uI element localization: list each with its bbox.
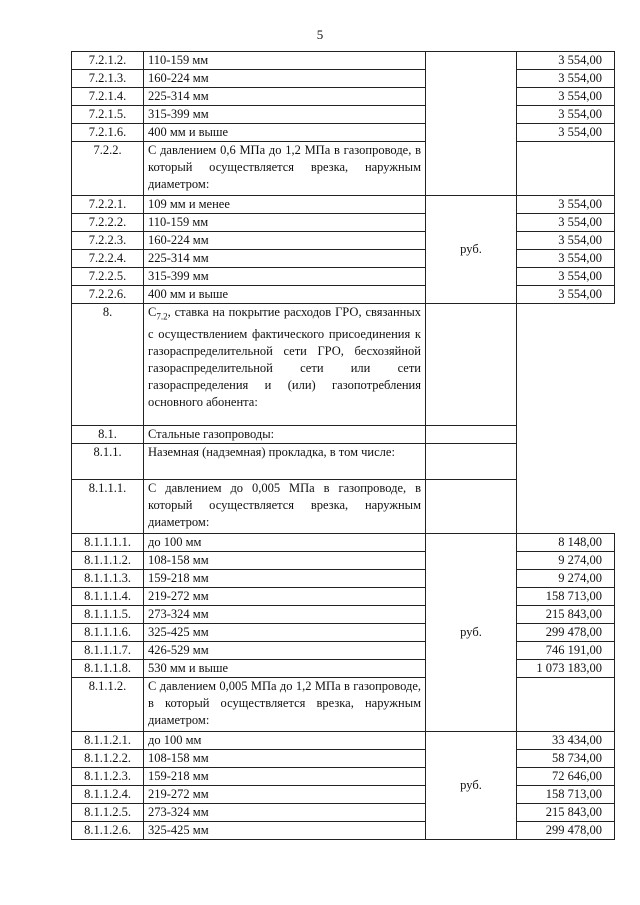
row-code: 8.1.1.2.3. — [72, 768, 144, 786]
row-description: 159-218 мм — [144, 768, 426, 786]
row-price: 3 554,00 — [517, 250, 615, 268]
row-description: 219-272 мм — [144, 786, 426, 804]
row-price: 215 843,00 — [517, 606, 615, 624]
row-price: 1 073 183,00 — [517, 660, 615, 678]
table-row — [72, 732, 615, 750]
table-row — [72, 142, 615, 196]
row-price: 299 478,00 — [517, 822, 615, 840]
table-row — [72, 286, 615, 304]
table-row — [72, 304, 615, 426]
row-code: 8.1.1.1.1. — [72, 534, 144, 552]
row-price: 33 434,00 — [517, 732, 615, 750]
row-code: 7.2.1.4. — [72, 88, 144, 106]
table-row — [72, 52, 615, 70]
table-row — [72, 250, 615, 268]
row-price: 158 713,00 — [517, 786, 615, 804]
row-price — [426, 480, 517, 534]
row-description: Стальные газопроводы: — [144, 426, 426, 444]
row-price: 3 554,00 — [517, 124, 615, 142]
row-price: 9 274,00 — [517, 552, 615, 570]
row-code: 7.2.2. — [72, 142, 144, 196]
row-description: 225-314 мм — [144, 88, 426, 106]
table-row — [72, 232, 615, 250]
row-description: 110-159 мм — [144, 214, 426, 232]
row-code: 8.1.1.2.2. — [72, 750, 144, 768]
row-code: 7.2.2.2. — [72, 214, 144, 232]
row-price: 3 554,00 — [517, 106, 615, 124]
row-price: 3 554,00 — [517, 70, 615, 88]
row-price — [426, 304, 517, 426]
table-row — [72, 106, 615, 124]
row-description: 273-324 мм — [144, 606, 426, 624]
row-description: 325-425 мм — [144, 624, 426, 642]
row-description: 530 мм и выше — [144, 660, 426, 678]
table-row — [72, 588, 615, 606]
row-description: С давлением 0,005 МПа до 1,2 МПа в газопроводе, в который осуществляется врезка, наружным диаметром: — [144, 678, 426, 732]
row-description: 108-158 мм — [144, 552, 426, 570]
row-price: 215 843,00 — [517, 804, 615, 822]
row-code: 8.1.1. — [72, 444, 144, 480]
table-row — [72, 804, 615, 822]
row-description: 400 мм и выше — [144, 124, 426, 142]
unit-cell: руб. — [426, 534, 517, 732]
unit-cell: руб. — [426, 732, 517, 840]
table-row — [72, 534, 615, 552]
row-description: 273-324 мм — [144, 804, 426, 822]
row-price — [517, 142, 615, 196]
row-price: 3 554,00 — [517, 88, 615, 106]
row-description: 315-399 мм — [144, 106, 426, 124]
row-description: 219-272 мм — [144, 588, 426, 606]
table-row — [72, 768, 615, 786]
row-description: 159-218 мм — [144, 570, 426, 588]
row-description: 325-425 мм — [144, 822, 426, 840]
row-price: 3 554,00 — [517, 268, 615, 286]
row-price: 3 554,00 — [517, 232, 615, 250]
row-price: 3 554,00 — [517, 196, 615, 214]
row-price: 299 478,00 — [517, 624, 615, 642]
row-code: 8.1.1.1.3. — [72, 570, 144, 588]
row-price: 3 554,00 — [517, 52, 615, 70]
row-price — [517, 678, 615, 732]
row-code: 7.2.2.3. — [72, 232, 144, 250]
row-price: 9 274,00 — [517, 570, 615, 588]
row-price — [426, 444, 517, 480]
table-row — [72, 750, 615, 768]
table-row — [72, 570, 615, 588]
table-row — [72, 88, 615, 106]
row-code: 8.1.1.2.1. — [72, 732, 144, 750]
row-description: 400 мм и выше — [144, 286, 426, 304]
row-code: 8.1.1.2. — [72, 678, 144, 732]
row-description: 109 мм и менее — [144, 196, 426, 214]
row-price: 3 554,00 — [517, 214, 615, 232]
table-row — [72, 444, 615, 480]
table-row — [72, 70, 615, 88]
row-code: 7.2.1.3. — [72, 70, 144, 88]
unit-cell — [426, 52, 517, 196]
table-row — [72, 426, 615, 444]
table-row — [72, 642, 615, 660]
row-description: 160-224 мм — [144, 232, 426, 250]
row-code: 7.2.2.6. — [72, 286, 144, 304]
table-row — [72, 606, 615, 624]
row-description: до 100 мм — [144, 534, 426, 552]
row-description: 426-529 мм — [144, 642, 426, 660]
table-row — [72, 552, 615, 570]
unit-cell: руб. — [426, 196, 517, 304]
table-row — [72, 214, 615, 232]
row-code: 8.1. — [72, 426, 144, 444]
row-description: 315-399 мм — [144, 268, 426, 286]
table-row — [72, 624, 615, 642]
row-description: 108-158 мм — [144, 750, 426, 768]
table-row — [72, 678, 615, 732]
row-code: 8.1.1.1. — [72, 480, 144, 534]
tariff-table — [71, 51, 615, 840]
row-price: 8 148,00 — [517, 534, 615, 552]
table-row — [72, 196, 615, 214]
row-code: 8.1.1.2.6. — [72, 822, 144, 840]
row-description: 110-159 мм — [144, 52, 426, 70]
row-code: 7.2.2.5. — [72, 268, 144, 286]
row-description: С давлением 0,6 МПа до 1,2 МПа в газопроводе, в который осуществляется врезка, наружным диаметром: — [144, 142, 426, 196]
row-code: 8.1.1.1.8. — [72, 660, 144, 678]
row-code: 7.2.2.1. — [72, 196, 144, 214]
row-price: 58 734,00 — [517, 750, 615, 768]
table-row — [72, 124, 615, 142]
row-code: 8.1.1.1.7. — [72, 642, 144, 660]
row-code: 8.1.1.1.2. — [72, 552, 144, 570]
row-description: 160-224 мм — [144, 70, 426, 88]
table-row — [72, 786, 615, 804]
row-code: 8.1.1.2.5. — [72, 804, 144, 822]
row-price — [426, 426, 517, 444]
row-code: 8.1.1.1.5. — [72, 606, 144, 624]
row-code: 7.2.2.4. — [72, 250, 144, 268]
table-row — [72, 660, 615, 678]
row-code: 7.2.1.5. — [72, 106, 144, 124]
table-row — [72, 822, 615, 840]
row-description: 225-314 мм — [144, 250, 426, 268]
row-price: 746 191,00 — [517, 642, 615, 660]
row-code: 7.2.1.2. — [72, 52, 144, 70]
row-code: 8.1.1.1.6. — [72, 624, 144, 642]
row-description: до 100 мм — [144, 732, 426, 750]
row-price: 3 554,00 — [517, 286, 615, 304]
row-code: 8. — [72, 304, 144, 426]
table-row — [72, 480, 615, 534]
row-price: 158 713,00 — [517, 588, 615, 606]
row-code: 8.1.1.1.4. — [72, 588, 144, 606]
page-number: 5 — [316, 27, 324, 42]
row-code: 8.1.1.2.4. — [72, 786, 144, 804]
row-code: 7.2.1.6. — [72, 124, 144, 142]
table-row — [72, 268, 615, 286]
row-description: С давлением до 0,005 МПа в газопроводе, в который осуществляется врезка, наружным диаметром: — [144, 480, 426, 534]
row-description: $С_{7.2}$, ставка на покрытие расходов ГРО, связанных с осуществлением фактического присоединения к газораспределительной сети ГРО, бесхозяйной газораспределительной сети или сети газораспределения и (или) газопотребления основного абонента: — [144, 304, 426, 426]
row-description: Наземная (надземная) прокладка, в том числе: — [144, 444, 426, 480]
row-price: 72 646,00 — [517, 768, 615, 786]
